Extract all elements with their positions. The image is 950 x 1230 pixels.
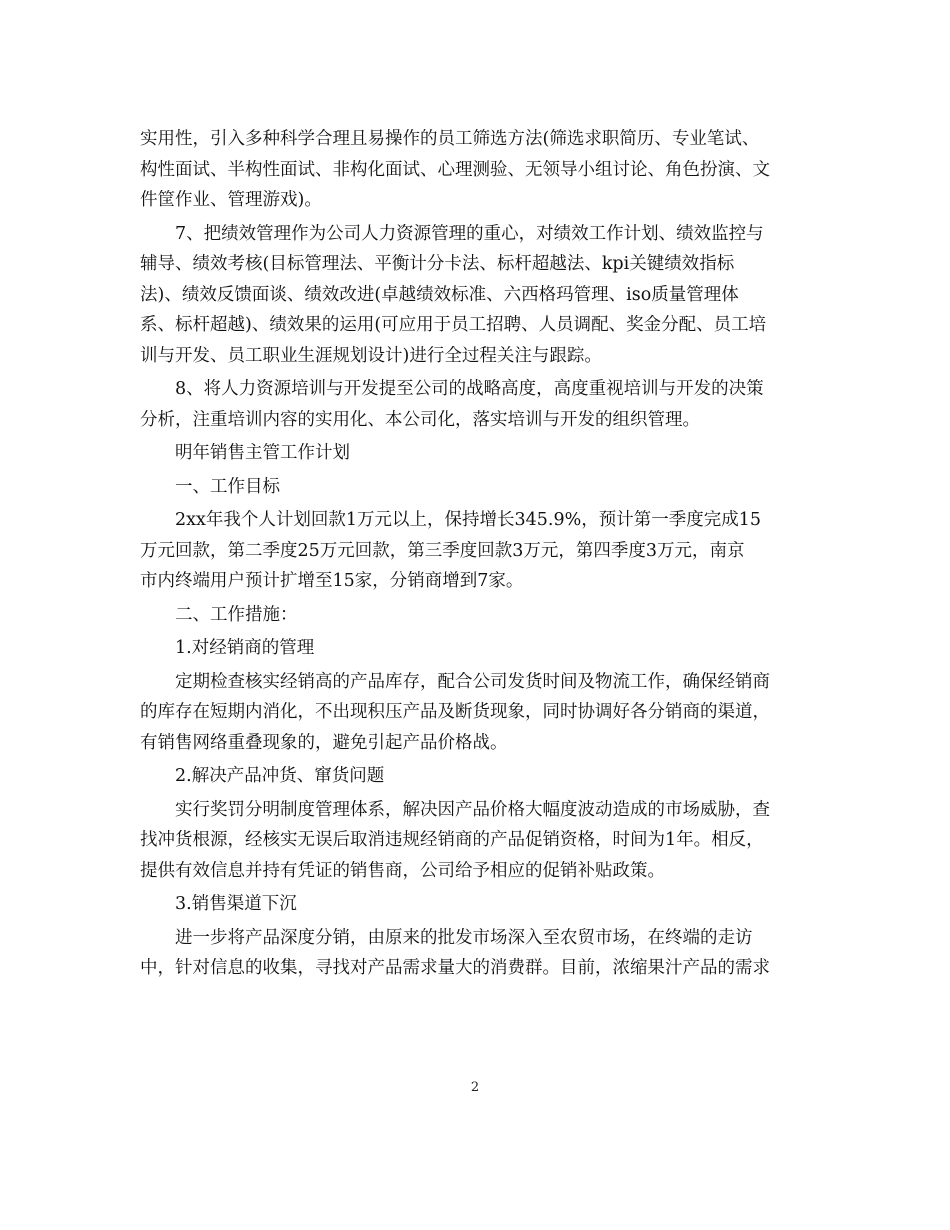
subheading-cross-selling: 2.解决产品冲货、窜货问题 bbox=[175, 766, 385, 786]
paragraph-channel-sinking: 进一步将产品深度分销，由原来的批发市场深入至农贸市场，在终端的走访 中，针对信息的收集，寻找对产品需求量大的消费群。目前，浓缩果汁产品的需求 bbox=[140, 927, 770, 978]
paragraph-distributor-management: 定期检查核实经销高的产品库存，配合公司发货时间及物流工作，确保经销商 的库存在短期内消化，不出现积压产品及断货现象，同时协调好各分销商的渠道， 有销售网络重叠现象的，避免引起产品价格战。 bbox=[140, 671, 770, 753]
paragraph-item-8: 8、将人力资源培训与开发提至公司的战略高度，高度重视培训与开发的决策 分析，注重培训内容的实用化、本公司化，落实培训与开发的组织管理。 bbox=[140, 379, 764, 430]
paragraph-item-7: 7、把绩效管理作为公司人力资源管理的重心，对绩效工作计划、绩效监控与 辅导、绩效考核(目标管理法、平衡计分卡法、标杆超越法、kpi关键绩效指标 法)、绩效反馈面谈、绩效改进(卓越绩效标准、六西格玛管理、iso质量管理体 系、标杆超越)、绩效果的运用(可应用于员工招聘、人员调配、奖金分配、员工培 训与开发、员工职业生涯规划设计)进行全过程关注与跟踪。 bbox=[140, 223, 767, 366]
page-number: 2 bbox=[470, 1080, 480, 1095]
paragraph-goals: 2xx年我个人计划回款1万元以上，保持增长345.9%，预计第一季度完成15 万元回款，第二季度25万元回款，第三季度回款3万元，第四季度3万元，南京 市内终端用户预计扩增至15家，分销商增到7家。 bbox=[140, 510, 762, 591]
paragraph-cross-selling: 实行奖罚分明制度管理体系，解决因产品价格大幅度波动造成的市场威胁，查 找冲货根源，经核实无误后取消违规经销商的产品促销资格，时间为1年。相反， 提供有效信息并持有凭证的销售商，公司给予相应的促销补贴政策。 bbox=[140, 799, 770, 881]
subheading-channel-sinking: 3.销售渠道下沉 bbox=[175, 894, 297, 914]
document-body bbox=[140, 124, 812, 987]
subheading-distributor-management: 1.对经销商的管理 bbox=[175, 638, 315, 658]
heading-work-measures: 二、工作措施： bbox=[175, 604, 298, 625]
heading-work-goals: 一、工作目标 bbox=[175, 476, 280, 497]
paragraph-screening-methods: 实用性，引入多种科学合理且易操作的员工筛选方法(筛选求职简历、专业笔试、 构性面试、半构性面试、非构化面试、心理测验、无领导小组讨论、角色扮演、文 件筐作业、管理游戏)。 bbox=[140, 129, 770, 210]
section-title: 明年销售主管工作计划 bbox=[175, 443, 350, 463]
